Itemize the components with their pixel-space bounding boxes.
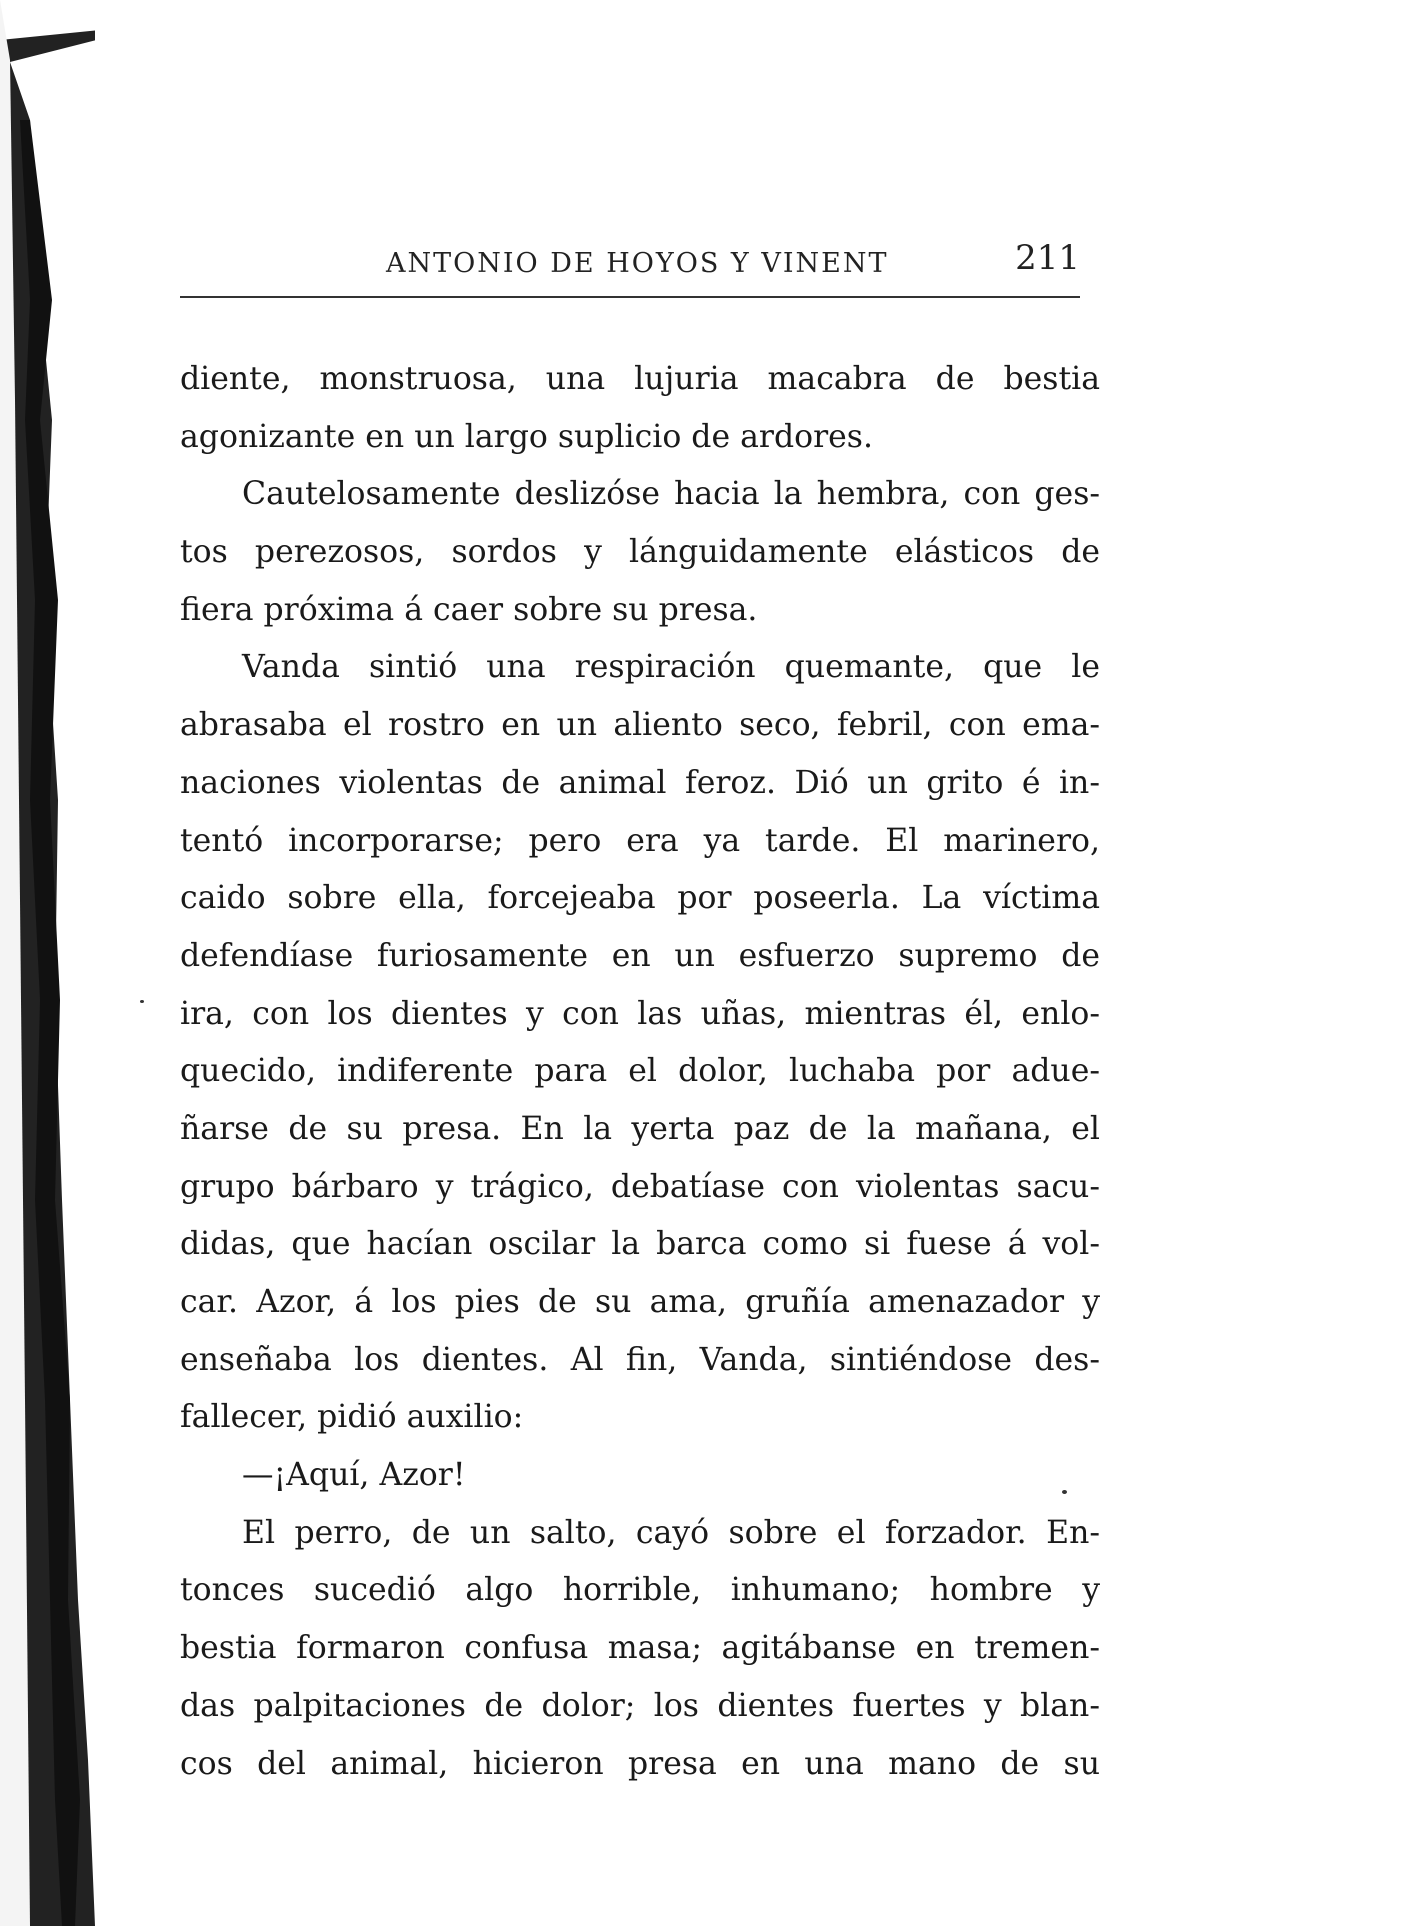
text-line: cos del animal, hicieron presa en una mano de su bbox=[180, 1745, 1100, 1782]
text-line: fiera próxima á caer sobre su presa. bbox=[180, 591, 758, 628]
text-line: ñarse de su presa. En la yerta paz de la mañana, el bbox=[180, 1110, 1100, 1147]
text-line: didas, que hacían oscilar la barca como si fuese á vol- bbox=[180, 1226, 1100, 1263]
text-line: agonizante en un largo suplicio de ardores. bbox=[180, 418, 873, 455]
text-line: naciones violentas de animal feroz. Dió un grito é in- bbox=[180, 764, 1100, 801]
text-line: quecido, indiferente para el dolor, luchaba por adue- bbox=[180, 1053, 1100, 1090]
page-number: 211 bbox=[1015, 238, 1080, 278]
header-rule bbox=[180, 296, 1080, 298]
running-head: ANTONIO DE HOYOS Y VINENT bbox=[386, 248, 889, 279]
text-line: enseñaba los dientes. Al fin, Vanda, sintiéndose des- bbox=[180, 1341, 1100, 1378]
text-line: tos perezosos, sordos y lánguidamente elásticos de bbox=[180, 534, 1100, 571]
text-line: Vanda sintió una respiración quemante, que le bbox=[242, 649, 1100, 686]
text-line: das palpitaciones de dolor; los dientes fuertes y blan- bbox=[180, 1687, 1100, 1724]
text-line: car. Azor, á los pies de su ama, gruñía amenazador y bbox=[180, 1284, 1100, 1320]
text-line: fallecer, pidió auxilio: bbox=[180, 1399, 524, 1436]
text-line: bestia formaron confusa masa; agitábanse en tremen- bbox=[180, 1630, 1100, 1667]
text-line: abrasaba el rostro en un aliento seco, febril, con ema- bbox=[180, 707, 1100, 744]
page-header bbox=[180, 228, 1100, 298]
binding-edge-shadow bbox=[0, 0, 95, 1926]
scan-speck bbox=[1062, 1490, 1067, 1494]
text-line: caido sobre ella, forcejeaba por poseerla. La víctima bbox=[180, 880, 1100, 917]
text-line: tentó incorporarse; pero era ya tarde. El marinero, bbox=[180, 822, 1100, 859]
scan-speck bbox=[140, 1000, 144, 1003]
text-line: grupo bárbaro y trágico, debatíase con violentas sacu- bbox=[180, 1168, 1100, 1205]
text-line: —¡Aquí, Azor! bbox=[242, 1457, 466, 1494]
text-line: defendíase furiosamente en un esfuerzo supremo de bbox=[180, 937, 1100, 974]
body-text bbox=[180, 351, 1100, 1793]
text-line: ira, con los dientes y con las uñas, mientras él, enlo- bbox=[180, 995, 1100, 1032]
text-line: Cautelosamente deslizóse hacia la hembra, con ges- bbox=[242, 476, 1100, 513]
text-line: tonces sucedió algo horrible, inhumano; hombre y bbox=[180, 1572, 1100, 1609]
text-line: diente, monstruosa, una lujuria macabra de bestia bbox=[180, 361, 1100, 397]
text-line: El perro, de un salto, cayó sobre el forzador. En- bbox=[242, 1514, 1100, 1551]
